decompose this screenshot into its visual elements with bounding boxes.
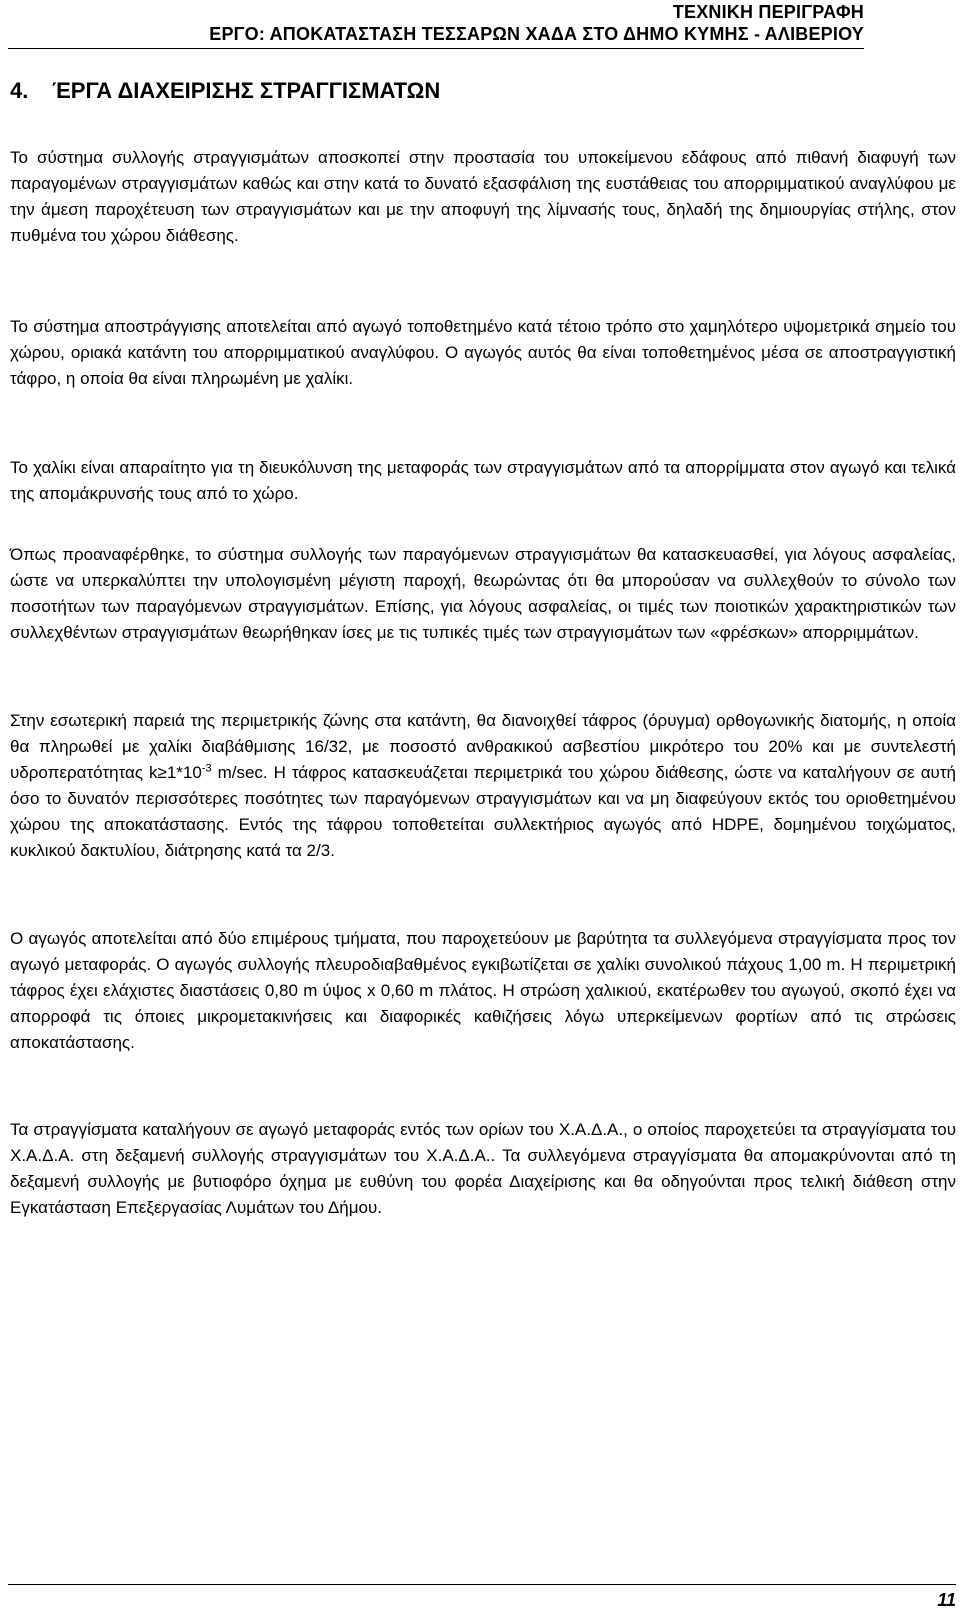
paragraph-final-disposal: Τα στραγγίσματα καταλήγουν σε αγωγό μεταφοράς εντός των ορίων του Χ.Α.Δ.Α., ο οποίος παροχετεύει τα στραγγίσματα του Χ.Α.Δ.Α. στη δεξαμενή συλλογής στραγγισμάτων του Χ.Α.Δ.Α.. Τα συλλεγόμενα στραγγίσματα θα απομακρύνονται από τη δεξαμενή συλλογής με βυτιοφόρο όχημα με ευθύνη του φορέα Διαχείρισης και θα οδηγούνται προς τελική διάθεση στην Εγκατάσταση Επεξεργασίας Λυμάτων του Δήμου. — [10, 1120, 956, 1217]
trench-text-before: Στην εσωτερική παρειά της περιμετρικής ζώνης στα κατάντη, θα διανοιχθεί τάφρος (όρυγμα) ορθογωνικής διατομής, η οποία θα πληρωθεί με χαλίκι διαβάθμισης 16/32, με ποσοστό ανθρακικού ασβεστίου μικρότερο του 20% και με συντελεστή υδροπερατότητας k≥1*10 — [10, 711, 956, 782]
paragraph-collection-purpose: Το σύστημα συλλογής στραγγισμάτων αποσκοπεί στην προστασία του υποκείμενου εδάφους από πιθανή διαφυγή των παραγομένων στραγγισμάτων καθώς και στην κατά το δυνατό εξασφάλιση της ευστάθειας του απορριμματικού αναγλύφου με την άμεση παροχέτευση των στραγγισμάτων και με την αποφυγή της λίμνασής τους, δηλαδή της δημιουργίας στήλης, στον πυθμένα του χώρου διάθεσης. — [10, 148, 956, 245]
project-title-heading: ΕΡΓΟ: ΑΠΟΚΑΤΑΣΤΑΣΗ ΤΕΣΣΑΡΩΝ ΧΑΔΑ ΣΤΟ ΔΗΜΟ ΚΥΜΗΣ - ΑΛΙΒΕΡΙΟΥ — [209, 24, 864, 44]
paragraph-pipe-dimensions: Ο αγωγός αποτελείται από δύο επιμέρους τμήματα, που παροχετεύουν με βαρύτητα τα συλλεγόμενα στραγγίσματα προς τον αγωγό μεταφοράς. Ο αγωγός συλλογής πλευροδιαβαθμένος εγκιβωτίζεται σε χαλίκι συνολικού πάχους 1,00 m. Η περιμετρική τάφρος έχει ελάχιστες διαστάσεις 0,80 m ύψος x 0,60 m πλάτος. Η στρώση χαλικιού, εκατέρωθεν του αγωγού, σκοπό έχει να απορροφά τις όποιες μικρομετακινήσεις και διαφορικές καθιζήσεις λόγω υπερκείμενων φορτίων από τις στρώσεις αποκατάστασης. — [10, 929, 956, 1052]
paragraph-safety-design: Όπως προαναφέρθηκε, το σύστημα συλλογής των παραγόμενων στραγγισμάτων θα κατασκευασθεί, για λόγους ασφαλείας, ώστε να υπερκαλύπτει την υπολογισμένη μέγιστη παροχή, θεωρώντας ότι θα μπορούσαν να συλλεχθούν το σύνολο των ποσοτήτων των παραγόμενων στραγγισμάτων. Επίσης, για λόγους ασφαλείας, οι τιμές των ποιοτικών χαρακτηριστικών των συλλεχθέντων στραγγισμάτων θεωρήθηκαν ίσες με τις τυπικές τιμές των στραγγισμάτων των «φρέσκων» απορριμμάτων. — [10, 545, 956, 642]
section-number: 4. — [10, 78, 29, 103]
trench-text-after: m/sec. Η τάφρος κατασκευάζεται περιμετρικά του χώρου διάθεσης, ώστε να καταλήγουν σε αυτή όσο το δυνατόν περισσότερες ποσότητες των παραγόμενων στραγγισμάτων και να μη διαφεύγουν εκτός του οριοθετημένου χώρου της αποκατάστασης. Εντός της τάφρου τοποθετείται συλλεκτήριος αγωγός από HDPE, δομημένου τοιχώματος, κυκλικού δακτυλίου, διάτρησης κατά τα 2/3. — [10, 763, 957, 860]
section-title-text: ΈΡΓΑ ΔΙΑΧΕΙΡΙΣΗΣ ΣΤΡΑΓΓΙΣΜΑΤΩΝ — [52, 78, 441, 103]
paragraph-trench-specification — [10, 708, 956, 864]
exponent-superscript: -3 — [201, 762, 212, 775]
paragraph-drainage-system: Το σύστημα αποστράγγισης αποτελείται από αγωγό τοποθετημένο κατά τέτοιο τρόπο στο χαμηλότερο υψομετρικά σημείο του χώρου, οριακά κατάντη του απορριμματικού αναγλύφου. Ο αγωγός αυτός θα είναι τοποθετημένος μέσα σε αποστραγγιστική τάφρο, η οποία θα είναι πληρωμένη με χαλίκι. — [10, 317, 956, 388]
document-type-heading: ΤΕΧΝΙΚΗ ΠΕΡΙΓΡΑΦΗ — [672, 2, 864, 22]
paragraph-gravel-role: Το χαλίκι είναι απαραίτητο για τη διευκόλυνση της μεταφοράς των στραγγισμάτων από τα απορρίμματα στον αγωγό και τελικά της απομάκρυνσής τους από το χώρο. — [10, 458, 956, 503]
footer-divider — [8, 1584, 956, 1585]
section-title — [10, 78, 440, 104]
page-number: 11 — [937, 1590, 956, 1610]
page-header — [8, 0, 864, 49]
